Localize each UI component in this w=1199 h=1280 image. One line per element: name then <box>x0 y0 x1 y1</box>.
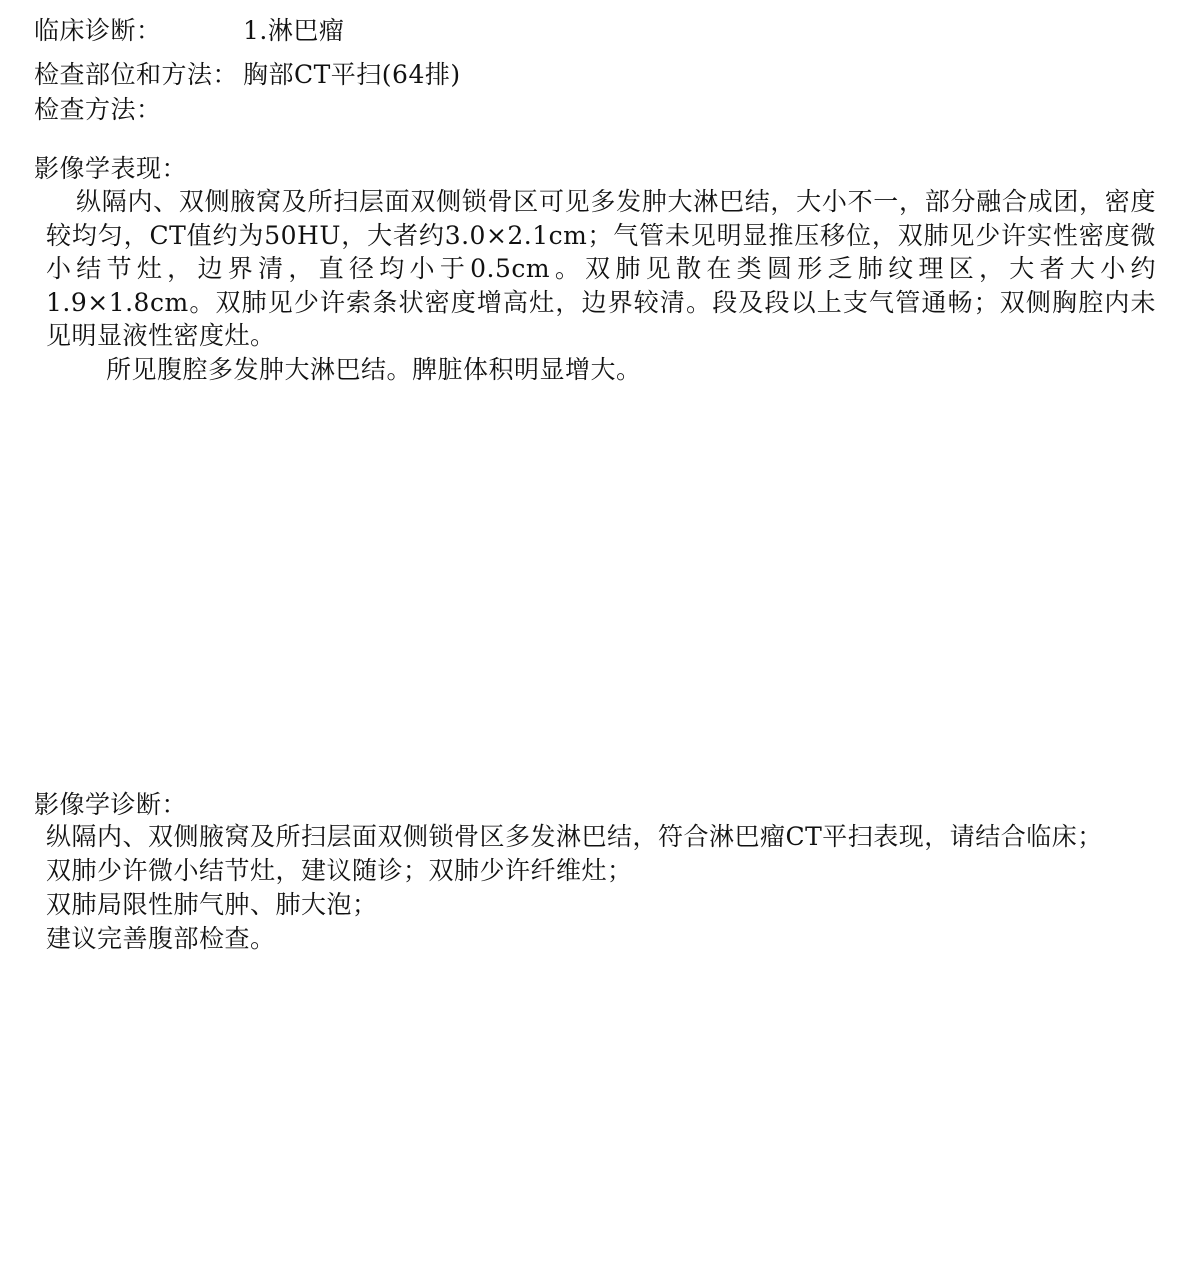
clinical-diagnosis-value: 1.淋巴瘤 <box>243 16 345 45</box>
impression-body <box>46 820 1166 956</box>
impression-item: 建议完善腹部检查。 <box>46 924 276 953</box>
findings-body <box>46 185 1156 387</box>
findings-label: 影像学表现： <box>34 154 188 183</box>
exam-method-label: 检查方法： <box>34 95 162 124</box>
exam-site-method-label: 检查部位和方法： <box>34 60 239 89</box>
impression-item: 纵隔内、双侧腋窝及所扫层面双侧锁骨区多发淋巴结，符合淋巴瘤CT平扫表现，请结合临床； <box>46 822 1103 851</box>
clinical-diagnosis-label: 临床诊断： <box>34 16 162 45</box>
findings-paragraph: 所见腹腔多发肿大淋巴结。脾脏体积明显增大。 <box>106 354 642 384</box>
impression-item: 双肺少许微小结节灶，建议随诊；双肺少许纤维灶； <box>46 856 633 885</box>
impression-label: 影像学诊断： <box>34 790 188 819</box>
exam-site-method-value: 胸部CT平扫(64排) <box>243 60 461 89</box>
impression-item: 双肺局限性肺气肿、肺大泡； <box>46 890 378 919</box>
findings-paragraph: 纵隔内、双侧腋窝及所扫层面双侧锁骨区可见多发肿大淋巴结，大小不一，部分融合成团，密度较均匀，CT值约为50HU，大者约3.0×2.1cm；气管未见明显推压移位，双肺见少许实性密度微小结节灶，边界清，直径均小于0.5cm。双肺见散在类圆形乏肺纹理区，大者大小约1.9×1.8cm。双肺见少许索条状密度增高灶，边界较清。段及段以上支气管通畅；双侧胸腔内未见明显液性密度灶。 <box>46 187 1156 351</box>
